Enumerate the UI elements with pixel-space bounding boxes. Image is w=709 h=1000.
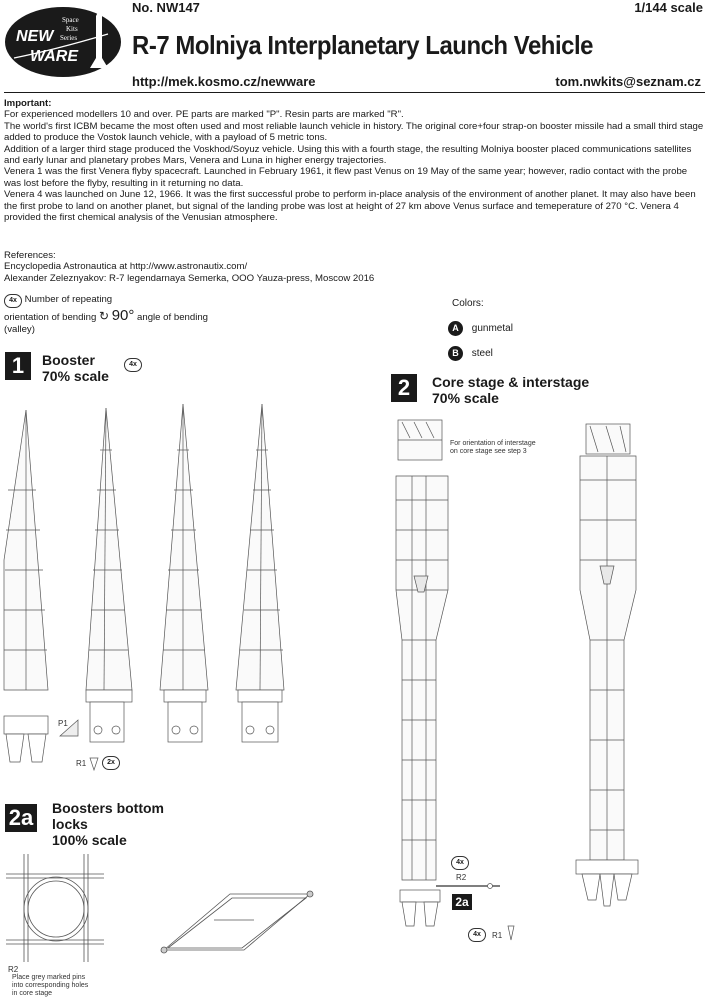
interstage-note-line-1: For orientation of interstage [450, 440, 536, 447]
colors-heading: Colors: [452, 298, 484, 309]
pins-note-line-3: in core stage [12, 990, 53, 997]
logo-side-text-1: Space [62, 16, 79, 24]
step-2-title-line-2: 70% scale [432, 390, 499, 406]
page-title: R-7 Molniya Interplanetary Launch Vehicle [132, 30, 594, 60]
color-name-a: gunmetal [471, 323, 513, 334]
intro-paragraph-1: For experienced modellers 10 and over. PE parts are marked "P". Resin parts are marked "R". [4, 109, 404, 121]
bend-valley-text: (valley) [4, 324, 35, 335]
website-link[interactable]: http://mek.kosmo.cz/newware [132, 74, 316, 89]
logo-side-text-3: Series [60, 34, 78, 42]
repeat-legend-text: Number of repeating [24, 294, 113, 305]
part-r1-label: R1 [76, 759, 87, 768]
lock-ring-frame [6, 854, 104, 962]
bend-arrow-icon: ↻ [98, 309, 110, 323]
intro-paragraph-4: Venera 1 was the first Venera flyby spacecraft. Launched in February 1961, it flew past Venus on 19 May of the same year; however, radio contact with the probe was lost before the flyby, resulting in it returning no data. [4, 166, 688, 189]
intro-paragraph-3: Addition of a larger third stage produced the Voskhod/Soyuz vehicle. Using this with a fourth stage, the resulting Molniya booster placed communications satellites and early lunar and planetary probes Mars, Venera and Luna in higher energy trajectories. [4, 143, 692, 167]
intro-heading: Important: [4, 98, 52, 109]
kit-scale: 1/144 scale [634, 0, 703, 15]
pins-note-line-1: Place grey marked pins [12, 974, 86, 981]
step-1-title-line-2: 70% scale [42, 368, 109, 384]
step-1-title-line-1: Booster [42, 352, 95, 368]
step-2a-number: 2a [5, 804, 37, 832]
bend-orientation-text: orientation of bending [4, 312, 97, 323]
lock-bar-frame [161, 891, 313, 953]
step-2a-reference: 2a [452, 894, 472, 910]
lock-part-r2-label: R2 [8, 965, 19, 974]
part-p1-label: P1 [58, 719, 68, 728]
catalog-number: No. NW147 [132, 0, 200, 15]
core-repeat-b: 4x [468, 928, 486, 942]
repeat-count-symbol: 4x [4, 294, 22, 308]
pins-note [12, 974, 88, 998]
part-r1-repeat: 2x [102, 756, 120, 770]
core-part-r1-label: R1 [492, 931, 503, 940]
step-2a-title-line-1: Boosters bottom [52, 800, 164, 816]
core-part-r2-label: R2 [456, 873, 467, 882]
email-link[interactable]: tom.nwkits@seznam.cz [555, 74, 701, 89]
step-2-title-line-1: Core stage & interstage [432, 374, 590, 390]
intro-paragraph-5: Venera 4 was launched on June 12, 1966. It was the first successful probe to perform in-place analysis of the environment of another planet. It may also have been the first probe to land on another planet, but signal of the landing probe was lost at height of 27 km above Venus surface and temeperature of 270 °C. Venera 4 provided the first chemical analysis of the Venusian atmosphere. [4, 189, 696, 224]
color-code-a: A [448, 321, 463, 336]
reference-item-2: Alexander Zeleznyakov: R-7 legendarnaya Semerka, OOO Yauza-press, Moscow 2016 [4, 272, 375, 284]
bend-angle-value: 90° [111, 307, 135, 324]
core-repeat-a: 4x [451, 856, 469, 870]
step-2a-title-line-3: 100% scale [52, 832, 127, 848]
reference-item-1: Encyclopedia Astronautica at http://www.astronautix.com/ [4, 261, 248, 273]
step-2-number: 2 [391, 374, 417, 402]
logo-side-text-2: Kits [66, 25, 78, 33]
interstage-note-line-2: on core stage see step 3 [450, 448, 527, 455]
step-1-number: 1 [5, 352, 31, 380]
logo-text-new: NEW [16, 28, 54, 45]
color-name-b: steel [471, 348, 493, 359]
color-code-b: B [448, 346, 463, 361]
references-heading: References: [4, 250, 56, 261]
step-2a-title-line-2: locks [52, 816, 88, 832]
step-1-repeat: 4x [124, 358, 142, 372]
logo-text-ware: WARE [30, 48, 78, 65]
intro-paragraph-2: The world's first ICBM became the most often used and most reliable launch vehicle in history. The original core+four strap-on booster missile had a small third stage added to produce the Vostok launch vehicle, with a payload of 5 metric tons. [4, 120, 704, 144]
bend-angle-text: angle of bending [137, 312, 208, 323]
pins-note-line-2: into corresponding holes [12, 982, 89, 989]
